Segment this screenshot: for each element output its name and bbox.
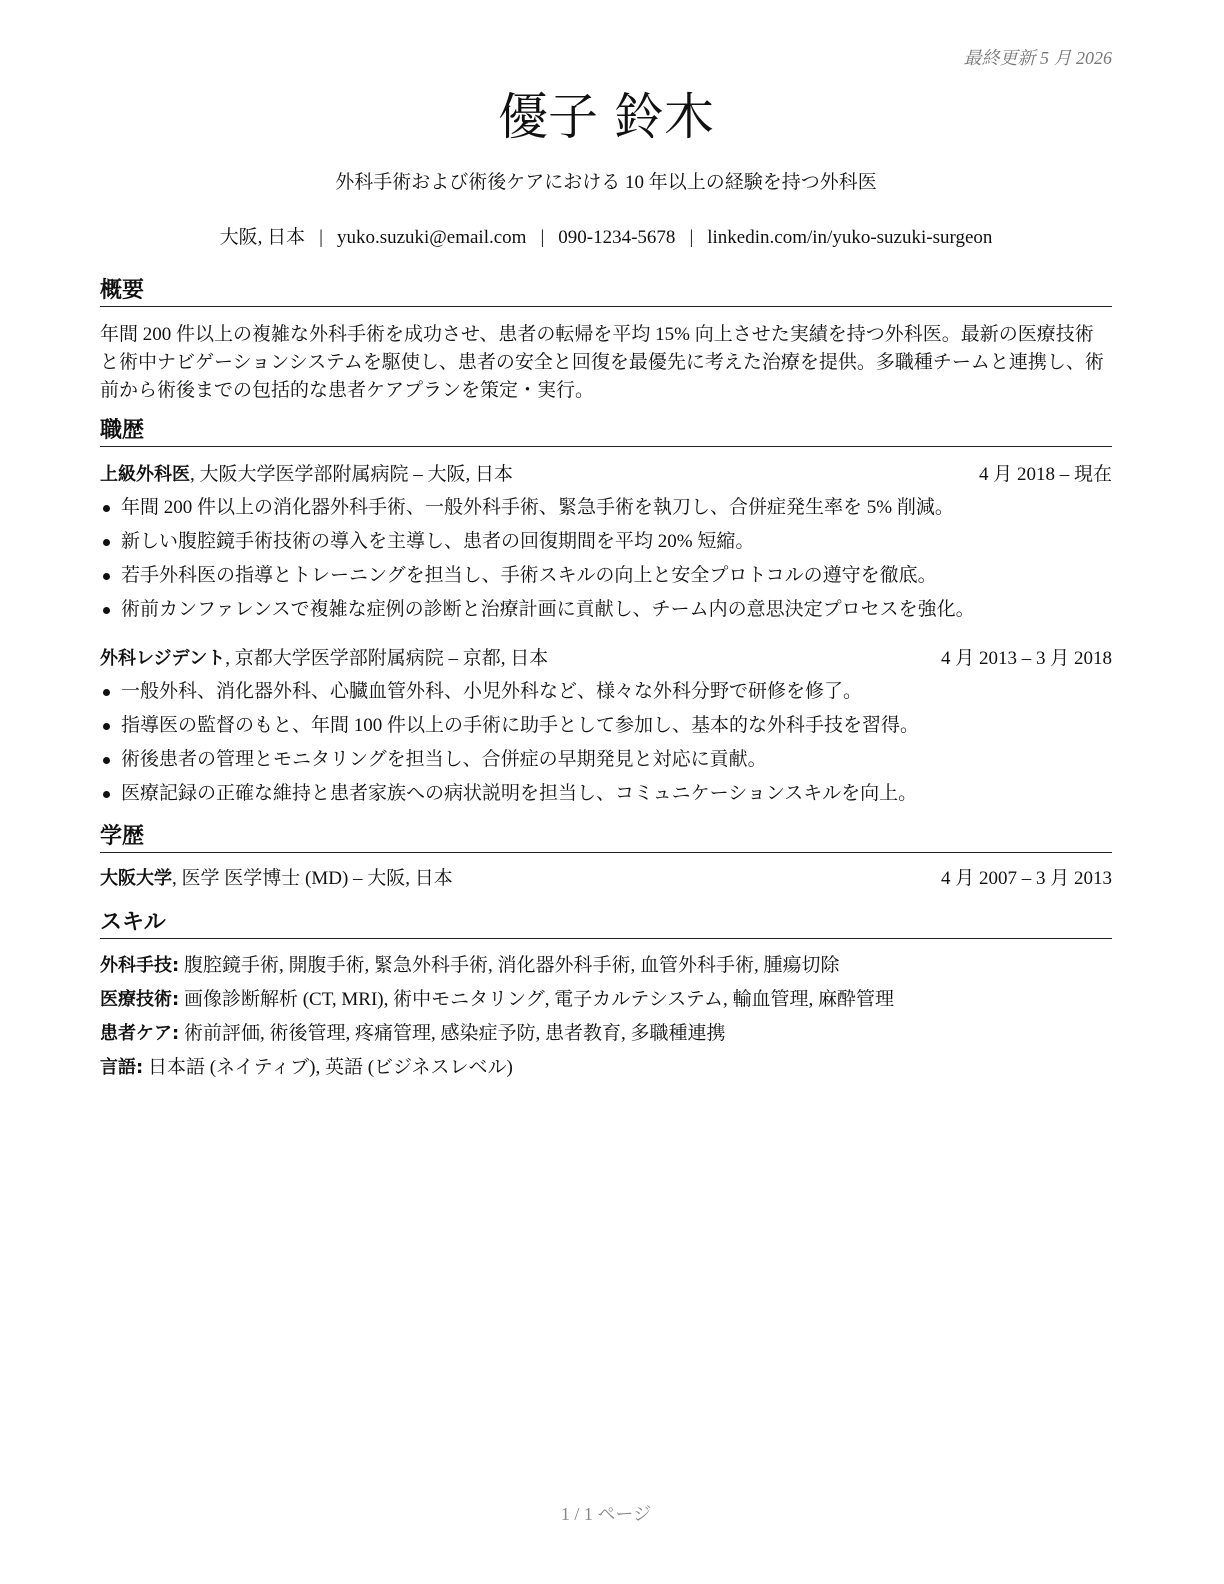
skill-line <box>100 983 1112 1017</box>
skill-text: 術前評価, 術後管理, 疼痛管理, 感染症予防, 患者教育, 多職種連携 <box>179 1023 726 1044</box>
job-entry <box>100 645 1112 811</box>
resume-page <box>100 0 1112 1584</box>
education-entry <box>100 865 1112 893</box>
education-header <box>100 865 1112 893</box>
job-role: 上級外科医 <box>100 464 190 485</box>
job-role: 外科レジデント <box>100 648 226 669</box>
contact-phone[interactable]: 090-1234-5678 <box>558 227 676 248</box>
skill-text: 画像診断解析 (CT, MRI), 術中モニタリング, 電子カルテシステム, 輸血管理, 麻酔管理 <box>179 989 894 1010</box>
job-org: , 京都大学医学部附属病院 – 京都, 日本 <box>225 648 549 669</box>
contact-line <box>100 225 1112 251</box>
contact-location: 大阪, 日本 <box>219 227 306 248</box>
skill-line <box>100 1051 1112 1085</box>
bullet-item: 指導医の監督のもと、年間 100 件以上の手術に助手として参加し、基本的な外科手技を習得。 <box>100 709 1112 743</box>
contact-linkedin[interactable]: linkedin.com/in/yuko-suzuki-surgeon <box>707 227 993 248</box>
bullet-item: 新しい腹腔鏡手術技術の導入を主導し、患者の回復期間を平均 20% 短縮。 <box>100 525 1112 559</box>
job-bullets <box>100 675 1112 811</box>
bullet-item: 一般外科、消化器外科、心臓血管外科、小児外科など、様々な外科分野で研修を修了。 <box>100 675 1112 709</box>
job-title-line <box>100 645 548 673</box>
skill-text: 腹腔鏡手術, 開腹手術, 緊急外科手術, 消化器外科手術, 血管外科手術, 腫瘍切除 <box>179 955 840 976</box>
separator: | <box>319 227 323 248</box>
separator: | <box>689 227 694 248</box>
school-name: 大阪大学 <box>100 868 172 889</box>
education-section <box>100 822 1112 893</box>
skill-label: 言語: <box>100 1057 144 1078</box>
skill-line <box>100 1017 1112 1051</box>
skill-label: 患者ケア: <box>100 1023 180 1044</box>
summary-text: 年間 200 件以上の複雑な外科手術を成功させ、患者の転帰を平均 15% 向上させた実績を持つ外科医。最新の医療技術と術中ナビゲーションシステムを駆使し、患者の安全と回復を最優先に考えた治療を提供。多職種チームと連携し、術前から術後までの包括的な患者ケアプランを策定・実行。 <box>100 324 1104 401</box>
summary-section <box>100 276 1112 405</box>
job-org: , 大阪大学医学部附属病院 – 大阪, 日本 <box>190 464 514 485</box>
bullet-item: 年間 200 件以上の消化器外科手術、一般外科手術、緊急手術を執刀し、合併症発生率を 5% 削減。 <box>100 491 1112 525</box>
education-dates: 4 月 2007 – 3 月 2013 <box>940 868 1112 889</box>
job-header <box>100 645 1112 673</box>
section-title: 職歴 <box>100 416 1112 447</box>
skills-list <box>100 949 1112 1085</box>
candidate-name: 優子 鈴木 <box>498 88 714 146</box>
bullet-item: 術後患者の管理とモニタリングを担当し、合併症の早期発見と対応に貢献。 <box>100 743 1112 777</box>
skills-section <box>100 908 1112 1085</box>
job-bullets <box>100 491 1112 627</box>
bullet-item: 医療記録の正確な維持と患者家族への病状説明を担当し、コミュニケーションスキルを向上。 <box>100 777 1112 811</box>
skill-label: 医療技術: <box>100 989 180 1010</box>
bullet-item: 術前カンファレンスで複雑な症例の診断と治療計画に貢献し、チーム内の意思決定プロセスを強化。 <box>100 593 1112 627</box>
skill-line <box>100 949 1112 983</box>
section-title: 学歴 <box>100 822 1112 853</box>
job-dates: 4 月 2018 – 現在 <box>978 464 1112 485</box>
separator: | <box>540 227 545 248</box>
job-header <box>100 461 1112 489</box>
page-number: 1 / 1 ページ <box>560 1504 652 1524</box>
contact-email[interactable]: yuko.suzuki@email.com <box>336 227 527 248</box>
education-line <box>100 865 453 893</box>
section-title: スキル <box>100 908 1112 939</box>
skill-text: 日本語 (ネイティブ), 英語 (ビジネスレベル) <box>143 1057 513 1078</box>
skill-label: 外科手技: <box>100 955 180 976</box>
degree-detail: , 医学 医学博士 (MD) – 大阪, 日本 <box>172 868 453 889</box>
job-entry <box>100 461 1112 627</box>
bullet-item: 若手外科医の指導とトレーニングを担当し、手術スキルの向上と安全プロトコルの遵守を徹底。 <box>100 559 1112 593</box>
last-updated: 最終更新 5 月 2026 <box>963 48 1112 68</box>
job-title-line <box>100 461 513 489</box>
job-dates: 4 月 2013 – 3 月 2018 <box>940 648 1112 669</box>
tagline: 外科手術および術後ケアにおける 10 年以上の経験を持つ外科医 <box>335 172 877 193</box>
section-title: 概要 <box>100 276 1112 307</box>
experience-section <box>100 416 1112 811</box>
